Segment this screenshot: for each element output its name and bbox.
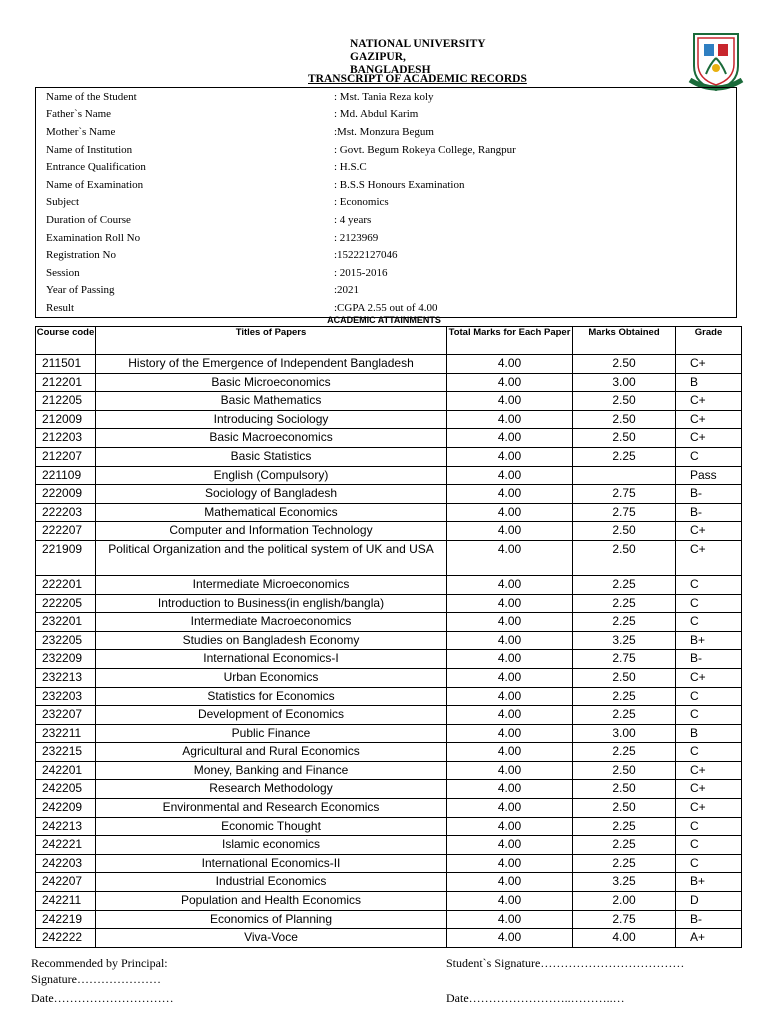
course-code-cell: 242219 [36,910,96,929]
marks-obtained-cell: 3.25 [573,873,676,892]
info-label: Session [36,264,327,282]
table-row [36,817,742,836]
info-value: : B.S.S Honours Examination [326,176,737,194]
marks-obtained-cell: 2.50 [573,410,676,429]
grade-cell: C [676,743,742,762]
paper-title-cell: Islamic economics [96,836,447,855]
info-label: Year of Passing [36,282,327,300]
course-code-cell: 232209 [36,650,96,669]
course-code-cell: 232205 [36,631,96,650]
course-code-cell: 232213 [36,668,96,687]
info-value: : 2123969 [326,229,737,247]
table-row [36,522,742,541]
university-name: NATIONAL UNIVERSITY [350,38,486,50]
info-value: :Mst. Monzura Begum [326,123,737,141]
info-row [36,246,737,264]
grade-cell: B- [676,910,742,929]
total-marks-cell: 4.00 [447,854,573,873]
table-row [36,706,742,725]
course-code-cell: 212207 [36,447,96,466]
table-row [36,631,742,650]
table-row [36,594,742,613]
table-row [36,761,742,780]
info-label: Subject [36,194,327,212]
table-row [36,355,742,374]
info-value: : Md. Abdul Karim [326,106,737,124]
marks-obtained-cell: 2.50 [573,780,676,799]
marks-obtained-cell: 3.25 [573,631,676,650]
grade-cell: C+ [676,761,742,780]
table-row [36,668,742,687]
marks-obtained-cell: 2.25 [573,594,676,613]
grade-cell: C [676,687,742,706]
marks-obtained-cell: 2.25 [573,687,676,706]
grade-cell: B+ [676,631,742,650]
marks-obtained-cell: 2.75 [573,910,676,929]
info-label: Result [36,299,327,317]
course-code-cell: 232203 [36,687,96,706]
info-value: : 4 years [326,211,737,229]
table-row [36,613,742,632]
total-marks-cell: 4.00 [447,668,573,687]
total-marks-cell: 4.00 [447,724,573,743]
paper-title-cell: Basic Microeconomics [96,373,447,392]
info-value: : Mst. Tania Reza koly [326,88,737,106]
total-marks-cell: 4.00 [447,780,573,799]
university-country: BANGLADESH [350,64,431,76]
grade-cell: C [676,854,742,873]
paper-title-cell: Economic Thought [96,817,447,836]
course-code-cell: 242203 [36,854,96,873]
table-row [36,892,742,911]
table-row [36,503,742,522]
info-label: Father`s Name [36,106,327,124]
total-marks-cell: 4.00 [447,355,573,374]
course-code-cell: 222203 [36,503,96,522]
info-label: Name of the Student [36,88,327,106]
grade-cell: C [676,836,742,855]
info-row [36,229,737,247]
marks-obtained-cell: 2.75 [573,650,676,669]
total-marks-cell: 4.00 [447,687,573,706]
paper-title-cell: Population and Health Economics [96,892,447,911]
info-value: :CGPA 2.55 out of 4.00 [326,299,737,317]
table-row [36,447,742,466]
paper-title-cell: International Economics-I [96,650,447,669]
paper-title-cell: Introduction to Business(in english/bangla) [96,594,447,613]
paper-title-cell: Introducing Sociology [96,410,447,429]
course-code-cell: 212009 [36,410,96,429]
grades-table [35,326,742,948]
paper-title-cell: English (Compulsory) [96,466,447,485]
grade-cell: B- [676,503,742,522]
marks-obtained-cell [573,466,676,485]
table-row [36,373,742,392]
marks-obtained-cell: 2.25 [573,447,676,466]
student-signature-line: Student`s Signature……………………………… [446,956,685,970]
table-row [36,799,742,818]
academic-attainments-title: ACADEMIC ATTAINMENTS [327,315,441,325]
header-grade: Grade [676,327,742,355]
paper-title-cell: Sociology of Bangladesh [96,485,447,504]
paper-title-cell: Statistics for Economics [96,687,447,706]
course-code-cell: 242211 [36,892,96,911]
course-code-cell: 232211 [36,724,96,743]
course-code-cell: 242213 [36,817,96,836]
grade-cell: C [676,706,742,725]
table-row [36,410,742,429]
paper-title-cell: Industrial Economics [96,873,447,892]
grade-cell: C [676,575,742,594]
table-row [36,485,742,504]
table-row [36,650,742,669]
table-row [36,429,742,448]
paper-title-cell: Public Finance [96,724,447,743]
grade-cell: C+ [676,540,742,575]
table-row [36,724,742,743]
header-course-code: Course code [36,327,96,355]
info-row [36,88,737,106]
university-logo-icon [688,30,744,92]
paper-title-cell: Economics of Planning [96,910,447,929]
grade-cell: C [676,613,742,632]
total-marks-cell: 4.00 [447,706,573,725]
university-city: GAZIPUR, [350,51,406,63]
marks-obtained-cell: 2.25 [573,836,676,855]
table-row [36,392,742,411]
table-row [36,687,742,706]
grade-cell: B [676,724,742,743]
info-label: Name of Examination [36,176,327,194]
info-label: Duration of Course [36,211,327,229]
paper-title-cell: History of the Emergence of Independent Bangladesh [96,355,447,374]
grade-cell: B- [676,485,742,504]
total-marks-cell: 4.00 [447,817,573,836]
total-marks-cell: 4.00 [447,447,573,466]
total-marks-cell: 4.00 [447,631,573,650]
total-marks-cell: 4.00 [447,873,573,892]
table-row [36,910,742,929]
paper-title-cell: Environmental and Research Economics [96,799,447,818]
paper-title-cell: Basic Macroeconomics [96,429,447,448]
total-marks-cell: 4.00 [447,392,573,411]
total-marks-cell: 4.00 [447,410,573,429]
course-code-cell: 242201 [36,761,96,780]
course-code-cell: 212205 [36,392,96,411]
info-value: : 2015-2016 [326,264,737,282]
table-row [36,929,742,948]
table-row [36,743,742,762]
grade-cell: D [676,892,742,911]
table-row [36,836,742,855]
marks-obtained-cell: 2.50 [573,355,676,374]
grade-cell: C+ [676,668,742,687]
total-marks-cell: 4.00 [447,910,573,929]
header-marks-obtained: Marks Obtained [573,327,676,355]
total-marks-cell: 4.00 [447,503,573,522]
course-code-cell: 222205 [36,594,96,613]
marks-obtained-cell: 2.50 [573,522,676,541]
info-label: Entrance Qualification [36,158,327,176]
total-marks-cell: 4.00 [447,575,573,594]
marks-obtained-cell: 2.25 [573,817,676,836]
info-label: Registration No [36,246,327,264]
student-date-line: Date……………………..………..… [446,991,625,1005]
total-marks-cell: 4.00 [447,799,573,818]
info-row [36,158,737,176]
paper-title-cell: Research Methodology [96,780,447,799]
paper-title-cell: Money, Banking and Finance [96,761,447,780]
table-row [36,575,742,594]
course-code-cell: 232215 [36,743,96,762]
university-header [350,38,610,77]
info-value: :2021 [326,282,737,300]
paper-title-cell: Intermediate Macroeconomics [96,613,447,632]
total-marks-cell: 4.00 [447,650,573,669]
course-code-cell: 222009 [36,485,96,504]
course-code-cell: 222207 [36,522,96,541]
marks-obtained-cell: 2.75 [573,485,676,504]
grade-cell: B- [676,650,742,669]
marks-obtained-cell: 2.50 [573,540,676,575]
paper-title-cell: Computer and Information Technology [96,522,447,541]
course-code-cell: 232201 [36,613,96,632]
table-row [36,873,742,892]
total-marks-cell: 4.00 [447,892,573,911]
paper-title-cell: Agricultural and Rural Economics [96,743,447,762]
info-label: Name of Institution [36,141,327,159]
grade-cell: C [676,817,742,836]
marks-obtained-cell: 3.00 [573,373,676,392]
marks-obtained-cell: 2.50 [573,799,676,818]
paper-title-cell: Viva-Voce [96,929,447,948]
grade-cell: B [676,373,742,392]
info-label: Mother`s Name [36,123,327,141]
grade-cell: B+ [676,873,742,892]
paper-title-cell: Political Organization and the political system of UK and USA [96,540,447,575]
marks-obtained-cell: 2.50 [573,668,676,687]
total-marks-cell: 4.00 [447,594,573,613]
marks-obtained-cell: 2.25 [573,613,676,632]
grade-cell: C+ [676,522,742,541]
paper-title-cell: Urban Economics [96,668,447,687]
grade-cell: Pass [676,466,742,485]
info-row [36,264,737,282]
total-marks-cell: 4.00 [447,373,573,392]
principal-date-line: Date………………………… [31,991,174,1005]
marks-obtained-cell: 4.00 [573,929,676,948]
total-marks-cell: 4.00 [447,540,573,575]
course-code-cell: 242205 [36,780,96,799]
course-code-cell: 212201 [36,373,96,392]
course-code-cell: 221909 [36,540,96,575]
marks-obtained-cell: 2.25 [573,575,676,594]
total-marks-cell: 4.00 [447,743,573,762]
marks-obtained-cell: 2.50 [573,392,676,411]
total-marks-cell: 4.00 [447,761,573,780]
marks-obtained-cell: 2.50 [573,761,676,780]
grade-cell: C+ [676,410,742,429]
grade-cell: C+ [676,392,742,411]
grade-cell: C+ [676,429,742,448]
info-label: Examination Roll No [36,229,327,247]
marks-obtained-cell: 2.25 [573,854,676,873]
table-row [36,780,742,799]
grade-cell: C+ [676,780,742,799]
info-row [36,211,737,229]
paper-title-cell: Mathematical Economics [96,503,447,522]
transcript-title: TRANSCRIPT OF ACADEMIC RECORDS [308,73,527,85]
table-row [36,854,742,873]
grade-cell: A+ [676,929,742,948]
grade-cell: C [676,594,742,613]
table-row [36,540,742,575]
paper-title-cell: International Economics-II [96,854,447,873]
course-code-cell: 242209 [36,799,96,818]
header-paper-title: Titles of Papers [96,327,447,355]
total-marks-cell: 4.00 [447,429,573,448]
grade-cell: C+ [676,799,742,818]
principal-signature-line: Signature………………… [31,972,161,986]
table-row [36,466,742,485]
total-marks-cell: 4.00 [447,929,573,948]
marks-obtained-cell: 2.50 [573,429,676,448]
course-code-cell: 242221 [36,836,96,855]
marks-obtained-cell: 3.00 [573,724,676,743]
info-value: :15222127046 [326,246,737,264]
info-row [36,106,737,124]
info-row [36,282,737,300]
student-info-table [35,87,737,318]
header-total-marks: Total Marks for Each Paper [447,327,573,355]
grades-header-row [36,327,742,355]
info-row [36,194,737,212]
marks-obtained-cell: 2.25 [573,743,676,762]
course-code-cell: 232207 [36,706,96,725]
paper-title-cell: Intermediate Microeconomics [96,575,447,594]
paper-title-cell: Basic Mathematics [96,392,447,411]
total-marks-cell: 4.00 [447,613,573,632]
grade-cell: C [676,447,742,466]
grade-cell: C+ [676,355,742,374]
marks-obtained-cell: 2.75 [573,503,676,522]
course-code-cell: 242222 [36,929,96,948]
total-marks-cell: 4.00 [447,836,573,855]
info-row [36,123,737,141]
marks-obtained-cell: 2.25 [573,706,676,725]
course-code-cell: 221109 [36,466,96,485]
paper-title-cell: Basic Statistics [96,447,447,466]
info-value: : H.S.C [326,158,737,176]
paper-title-cell: Studies on Bangladesh Economy [96,631,447,650]
total-marks-cell: 4.00 [447,485,573,504]
course-code-cell: 212203 [36,429,96,448]
paper-title-cell: Development of Economics [96,706,447,725]
info-row [36,141,737,159]
info-row [36,176,737,194]
info-value: : Govt. Begum Rokeya College, Rangpur [326,141,737,159]
course-code-cell: 222201 [36,575,96,594]
recommended-by-principal: Recommended by Principal: [31,956,168,970]
total-marks-cell: 4.00 [447,466,573,485]
marks-obtained-cell: 2.00 [573,892,676,911]
total-marks-cell: 4.00 [447,522,573,541]
course-code-cell: 211501 [36,355,96,374]
course-code-cell: 242207 [36,873,96,892]
info-value: : Economics [326,194,737,212]
